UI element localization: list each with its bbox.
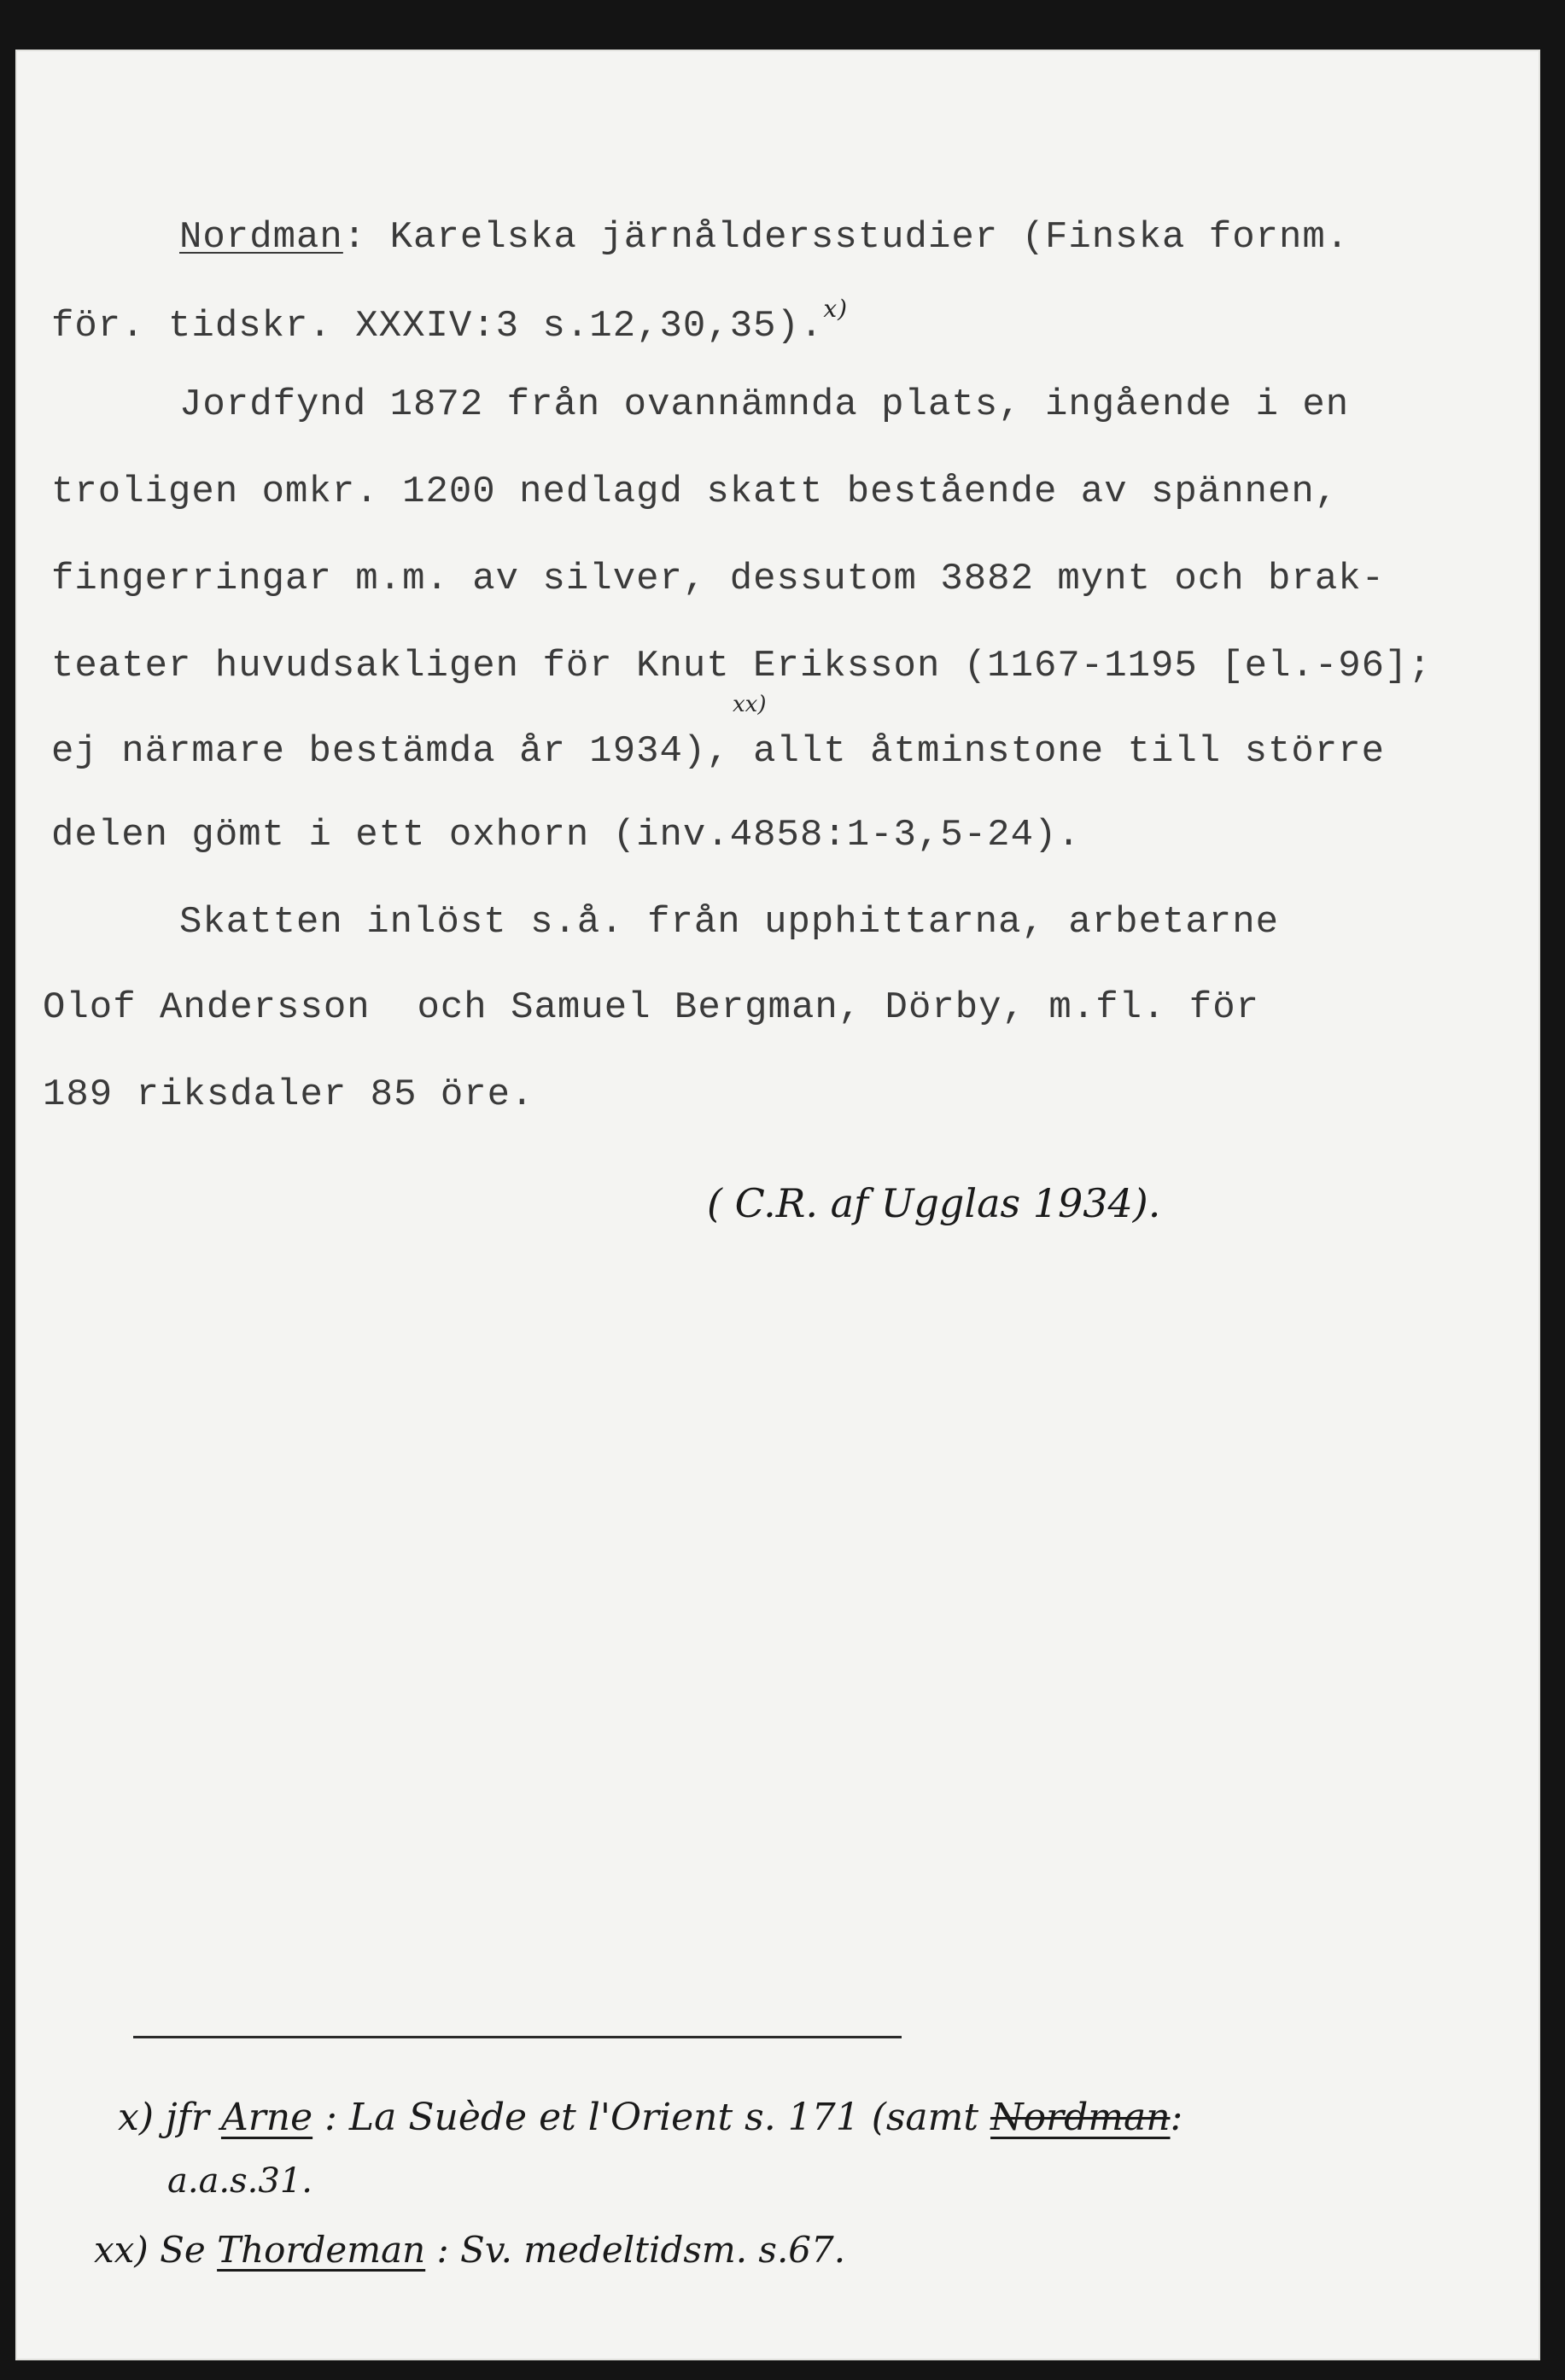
footnote-1-author-2: Nordman xyxy=(990,2096,1171,2139)
footnote-mark: x) xyxy=(823,295,849,323)
footnote-2-author: Thordeman xyxy=(217,2229,426,2271)
typed-line-11: 189 riksdaler 85 öre. xyxy=(43,1073,534,1116)
typed-line-2 xyxy=(51,295,849,348)
typed-line-1 xyxy=(179,216,1350,259)
handwritten-footnote-1: x) jfr Arne : La Suède et l'Orient s. 171 (samt Nordman: xyxy=(118,2096,1183,2139)
handwritten-footnote-2: xx) Se Thordeman : Sv. medeltidsm. s.67. xyxy=(94,2229,846,2271)
typed-line-3: Jordfynd 1872 från ovannämnda plats, ingående i en xyxy=(179,383,1350,426)
handwritten-footnote-1-cont: a.a.s.31. xyxy=(167,2161,312,2201)
handwritten-signature: ( C.R. af Ugglas 1934). xyxy=(707,1180,1161,1226)
title-text: : Karelska järnåldersstudier (Finska fornm. xyxy=(342,216,1350,259)
footnote-divider xyxy=(133,2036,902,2038)
typed-line-10: Olof Andersson och Samuel Bergman, Dörby, m.fl. för xyxy=(43,986,1260,1029)
footnote-2-mark: xx) xyxy=(94,2229,149,2271)
footnote-1-author: Arne xyxy=(220,2096,313,2139)
typed-line-6: teater huvudsakligen för Knut Eriksson (1167-1195 [el.-96]; xyxy=(51,645,1432,687)
citation-text: för. tidskr. XXXIV:3 s.12,30,35). xyxy=(51,305,824,348)
typed-line-8: delen gömt i ett oxhorn (inv.4858:1-3,5-24). xyxy=(51,814,1081,857)
typed-line-5: fingerringar m.m. av silver, dessutom 3882 mynt och brak- xyxy=(51,558,1386,600)
footnote-1-mark: x) xyxy=(118,2096,154,2139)
footnote-mark-xx: xx) xyxy=(733,692,767,717)
typed-line-9: Skatten inlöst s.å. från upphittarna, arbetarne xyxy=(179,901,1280,944)
typed-line-7: ej närmare bestämda år 1934), allt åtminstone till större xyxy=(51,730,1386,773)
archive-card xyxy=(15,50,1540,2360)
author-name: Nordman xyxy=(179,216,343,259)
typed-line-4: troligen omkr. 1200 nedlagd skatt bestående av spännen, xyxy=(51,471,1339,513)
